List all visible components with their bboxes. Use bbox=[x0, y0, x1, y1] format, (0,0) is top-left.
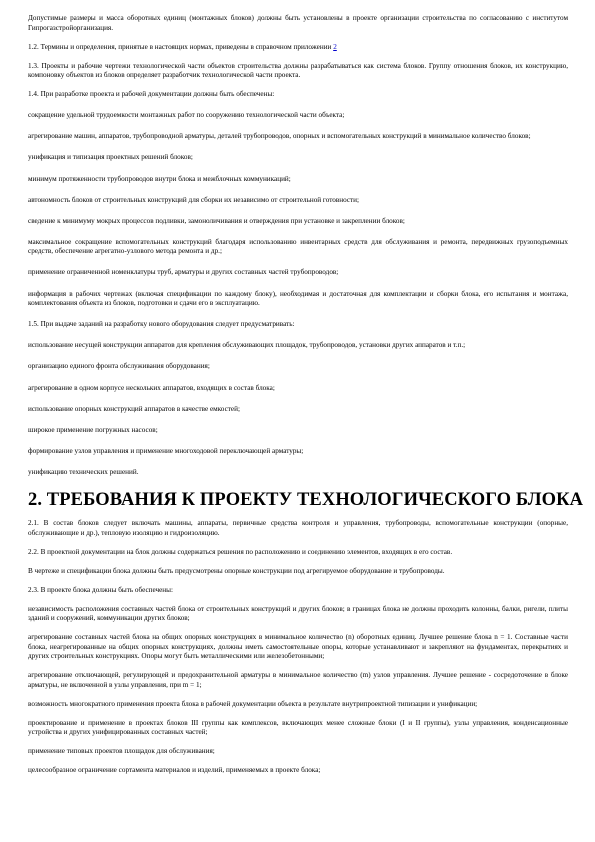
list-item: использование опорных конструкций аппаратов в качестве емкостей; bbox=[28, 404, 240, 413]
list-item: возможность многократного применения проекта блока в рабочей документации объекта в результате внутрипроектной типизации и унификации; bbox=[28, 699, 478, 708]
list-item: целесообразное ограничение сортамента материалов и изделий, применяемых в проекте блока; bbox=[28, 766, 321, 775]
list-item: агрегирование машин, аппаратов, трубопроводной арматуры, деталей трубопроводов, опорных и вспомогательных конструкций в минимальное количество блоков; bbox=[28, 132, 531, 141]
paragraph-terms bbox=[28, 43, 568, 53]
paragraph-text: 1.2. Термины и определения, принятые в настоящих нормах, приведены в справочном приложении bbox=[28, 42, 334, 51]
list-item: широкое применение погружных насосов; bbox=[28, 425, 158, 434]
paragraph: 2.2. В проектной документации на блок должны содержаться решения по расположению и соединению элементов, входящих в его состав. bbox=[28, 547, 453, 556]
document-page bbox=[28, 14, 584, 785]
paragraph: В чертеже и спецификации блока должны быть предусмотрены опорные конструкции под агрегируемое оборудование и трубопроводы. bbox=[28, 566, 445, 575]
list-item: агрегирование отключающей, регулирующей и предохранительной арматуры в минимальное количество (m) узлов управления. Лучшее решение - сосредоточение в блоке арматуры, не включенной в узлы управления, при m = 1; bbox=[28, 671, 568, 689]
list-item: унификация и типизация проектных решений блоков; bbox=[28, 153, 193, 162]
list-item: агрегирование в одном корпусе нескольких аппаратов, входящих в состав блока; bbox=[28, 383, 275, 392]
list-item: автономность блоков от строительных конструкций для сборки их независимо от строительной готовности; bbox=[28, 195, 360, 204]
list-item: проектирование и применение в проектах блоков III группы как комплексов, включающих менее сложные блоки (I и II группы), узлы управления, конденсационные устройства и других унифицированных составных частей; bbox=[28, 718, 568, 737]
paragraph: 1.3. Проекты и рабочие чертежи технологической части объектов строительства должны разрабатываться как система блоков. Группу отношения блоков, их конструкцию, компоновку объектов из блоков определяет разработчик технологической части проекта. bbox=[28, 61, 568, 80]
list-item: информация в рабочих чертежах (включая спецификации по каждому блоку), необходимая и достаточная для комплектации и сборки блока, его испытания и монтажа, комплектования объекта из блоков, подготовки и сдачи его в эксплуатацию. bbox=[28, 289, 568, 308]
list-item: сокращение удельной трудоемкости монтажных работ по сооружению технологической части объекта; bbox=[28, 111, 345, 120]
list-item: применение ограниченной номенклатуры труб, арматуры и других составных частей трубопроводов; bbox=[28, 268, 339, 277]
list-item: сведение к минимуму мокрых процессов подливки, замоноличивания и отверждения при установке и закреплении блоков; bbox=[28, 216, 405, 225]
paragraph: Допустимые размеры и масса оборотных единиц (монтажных блоков) должны быть установлены в проекте организации строительства по согласованию с институтом Гипрогазстройорганизация. bbox=[28, 14, 568, 32]
paragraph: 1.4. При разработке проекта и рабочей документации должны быть обеспечены: bbox=[28, 90, 275, 99]
list-item: использование несущей конструкции аппаратов для крепления обслуживающих площадок, трубопроводов, установки других аппаратов и т.п.; bbox=[28, 341, 466, 350]
appendix-link[interactable]: 2 bbox=[333, 42, 337, 51]
paragraph: 1.5. При выдаче заданий на разработку нового оборудования следует предусматривать: bbox=[28, 320, 295, 329]
list-item: формирование узлов управления и применение многоходовой переключающей арматуры; bbox=[28, 446, 304, 455]
paragraph: 2.1. В состав блоков следует включать машины, аппараты, первичные средства контроля и управления, трубопроводы, вспомогательные конструкции (опорные, обслуживающие и др.), тепловую изоляцию и гидроизоляцию. bbox=[28, 519, 568, 537]
paragraph: 2.3. В проекте блока должны быть обеспечены: bbox=[28, 585, 173, 594]
list-item: минимум протяженности трубопроводов внутри блока и межблочных коммуникаций; bbox=[28, 174, 291, 183]
list-item: агрегирование составных частей блока на общих опорных конструкциях в минимальное количество (n) оборотных единиц. Лучшее решение блока n = 1. Составные части блока, неагрегированные на общих опорных конструкциях, должны иметь самостоятельные опоры, которые устанавливают и закрепляют на фундаментах, перекрытиях и других строительных конструкциях. Опоры могут быть металлическими или железобетонными; bbox=[28, 633, 568, 661]
list-item: унификацию технических решений. bbox=[28, 467, 139, 476]
section-heading: 2. ТРЕБОВАНИЯ К ПРОЕКТУ ТЕХНОЛОГИЧЕСКОГО БЛОКА bbox=[28, 490, 584, 511]
list-item: применение типовых проектов площадок для обслуживания; bbox=[28, 747, 215, 756]
list-item: организацию единого фронта обслуживания оборудования; bbox=[28, 362, 210, 371]
list-item: максимальное сокращение вспомогательных конструкций благодаря использованию инвентарных средств для обслуживания и ремонта, передвижных грузоподъемных средств, обеспечение агрегатно-узлового метода ремонта и др.; bbox=[28, 237, 568, 256]
list-item: независимость расположения составных частей блока от строительных конструкций и других блоков; в границах блока не должны проходить колонны, балки, ригели, плиты зданий и сооружений, коммуникации других блоков; bbox=[28, 604, 568, 623]
